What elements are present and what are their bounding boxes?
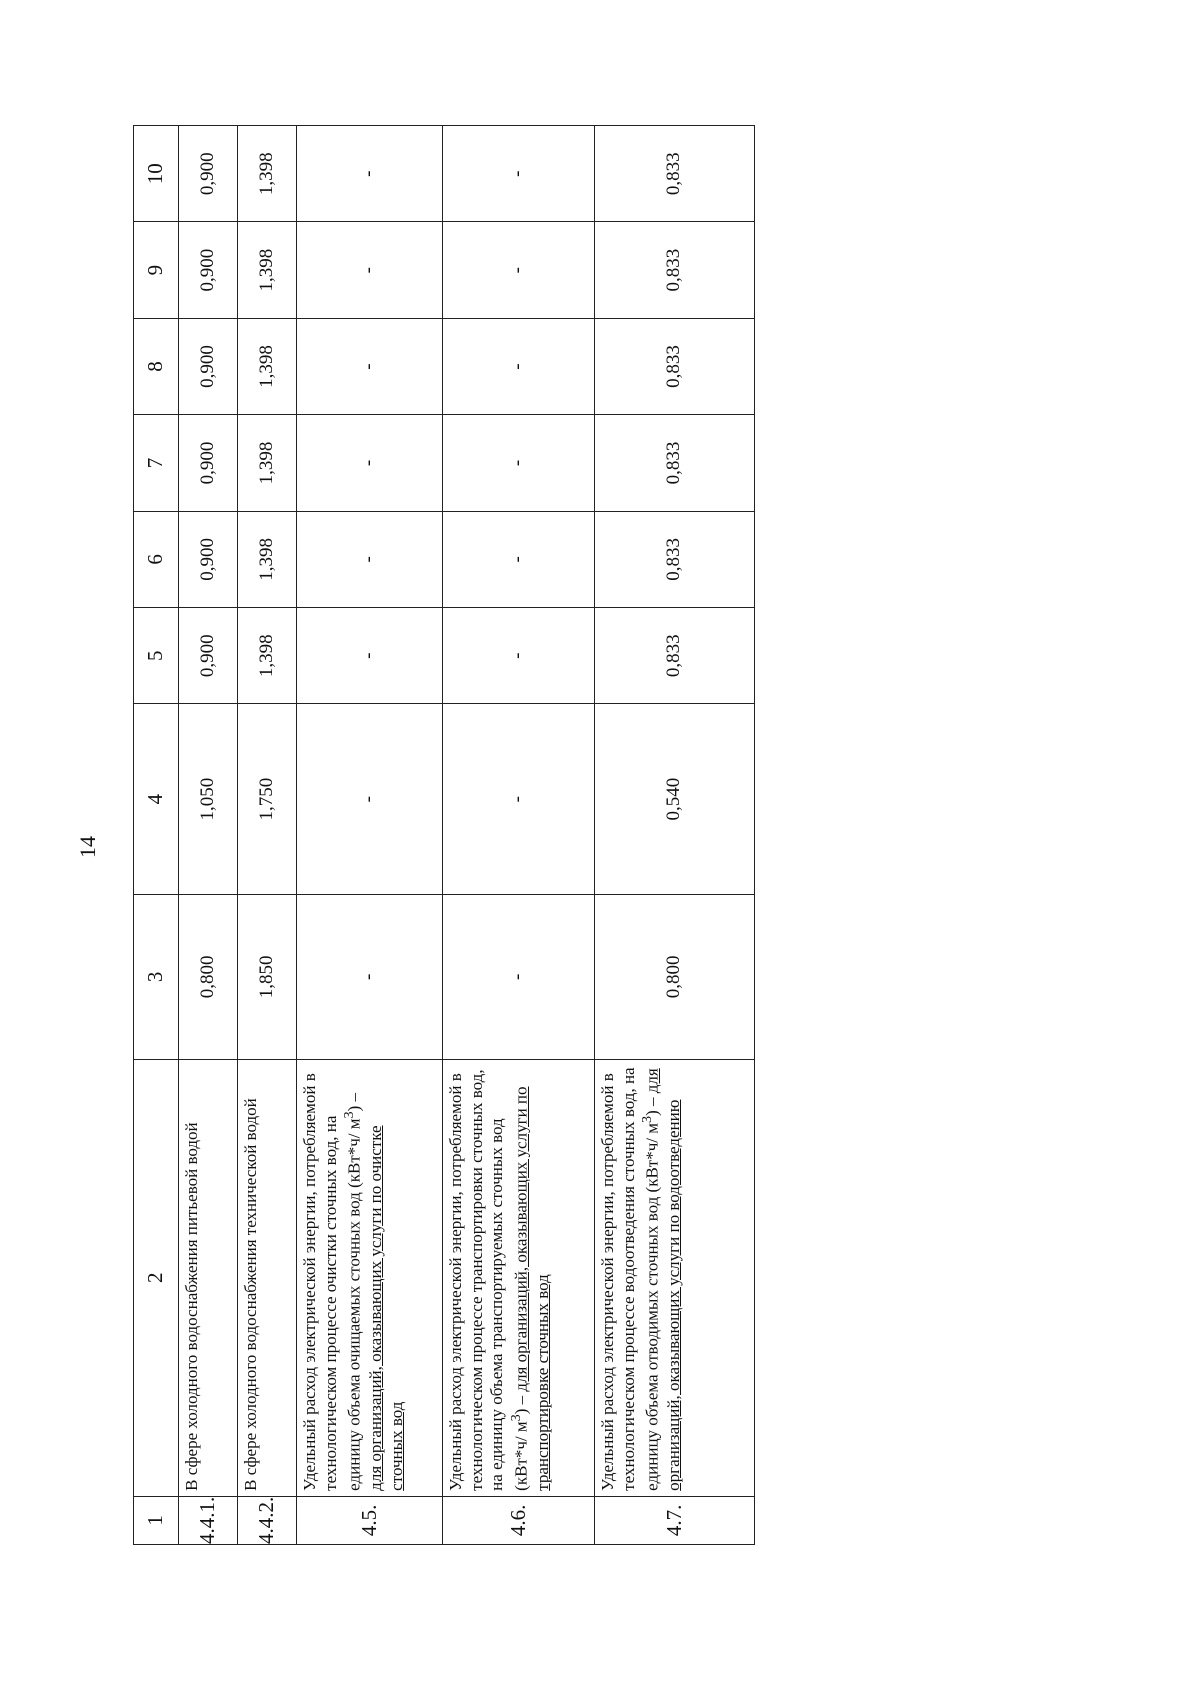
value-col-6: - (443, 511, 595, 607)
value-col-6: 0,900 (179, 511, 238, 607)
value-col-4: 1,750 (238, 704, 297, 895)
row-description: В сфере холодного водоснабжения питьевой водой (179, 1059, 238, 1496)
row-description (443, 1059, 595, 1496)
description-text: Удельный расход электрической энергии, потребляемой в технологическом процессе водоотведения сточных вод, на единицу объема отводимых сточных вод (кВт*ч/ м (598, 1067, 663, 1491)
row-description (595, 1059, 755, 1496)
value-col-8: - (443, 318, 595, 414)
value-col-4: - (297, 704, 443, 895)
row-number: 4.7. (595, 1496, 755, 1544)
description-underlined: для организаций, оказывающих услуги по транспортировке сточных вод (511, 1086, 552, 1491)
value-col-6: 1,398 (238, 511, 297, 607)
description-underlined: для организаций, оказывающих услуги по очистке сточных вод (365, 1125, 406, 1491)
value-col-6: 0,833 (595, 511, 755, 607)
value-col-10: 1,398 (238, 126, 297, 222)
header-cell-1: 1 (134, 1496, 179, 1544)
superscript: 3 (639, 1115, 656, 1123)
table-rotation-wrapper (133, 125, 753, 1545)
header-cell-4: 4 (134, 704, 179, 895)
value-col-6: - (297, 511, 443, 607)
row-number: 4.4.1. (179, 1496, 238, 1544)
table-row (297, 126, 443, 1545)
header-cell-10: 10 (134, 126, 179, 222)
header-cell-5: 5 (134, 608, 179, 704)
superscript: 3 (508, 1414, 525, 1422)
value-col-10: - (443, 126, 595, 222)
description-dash: ) – (511, 1391, 531, 1415)
value-col-7: - (297, 415, 443, 511)
description-dash: ) – (643, 1093, 663, 1116)
value-col-5: 1,398 (238, 608, 297, 704)
value-col-8: 1,398 (238, 318, 297, 414)
value-col-4: 1,050 (179, 704, 238, 895)
value-col-4: - (443, 704, 595, 895)
header-cell-6: 6 (134, 511, 179, 607)
value-col-7: 0,900 (179, 415, 238, 511)
table-row (443, 126, 595, 1545)
value-col-9: - (297, 222, 443, 318)
table-row (238, 126, 297, 1545)
value-col-4: 0,540 (595, 704, 755, 895)
table-header-row (134, 126, 179, 1545)
value-col-3: 0,800 (595, 894, 755, 1059)
value-col-10: - (297, 126, 443, 222)
value-col-9: 1,398 (238, 222, 297, 318)
description-underlined: для организаций, оказывающих услуги по водоотведению (643, 1068, 683, 1491)
table-row (595, 126, 755, 1545)
row-description (297, 1059, 443, 1496)
value-col-7: 1,398 (238, 415, 297, 511)
value-col-9: 0,833 (595, 222, 755, 318)
value-col-7: - (443, 415, 595, 511)
value-col-9: - (443, 222, 595, 318)
description-text: Удельный расход электрической энергии, потребляемой в технологическом процессе транспортировки сточных вод, на единицу объема транспортируемых сточных вод (кВт*ч/ м (446, 1069, 531, 1491)
value-col-8: - (297, 318, 443, 414)
value-col-9: 0,900 (179, 222, 238, 318)
value-col-3: 0,800 (179, 894, 238, 1059)
value-col-5: 0,900 (179, 608, 238, 704)
value-col-3: 1,850 (238, 894, 297, 1059)
header-cell-2: 2 (134, 1059, 179, 1496)
row-description: В сфере холодного водоснабжения технической водой (238, 1059, 297, 1496)
description-dash: ) – (345, 1092, 365, 1112)
row-number: 4.5. (297, 1496, 443, 1544)
value-col-3: - (297, 894, 443, 1059)
header-cell-9: 9 (134, 222, 179, 318)
table-row (179, 126, 238, 1545)
value-col-7: 0,833 (595, 415, 755, 511)
value-col-3: - (443, 894, 595, 1059)
value-col-10: 0,833 (595, 126, 755, 222)
row-number: 4.4.2. (238, 1496, 297, 1544)
value-col-5: 0,833 (595, 608, 755, 704)
value-col-8: 0,833 (595, 318, 755, 414)
indicators-table (133, 125, 755, 1545)
header-cell-7: 7 (134, 415, 179, 511)
superscript: 3 (341, 1111, 358, 1119)
row-number: 4.6. (443, 1496, 595, 1544)
page-number: 14 (75, 836, 100, 858)
header-cell-3: 3 (134, 894, 179, 1059)
header-cell-8: 8 (134, 318, 179, 414)
description-text: Удельный расход электрической энергии, потребляемой в технологическом процессе очистки сточных вод, на единицу объема очищаемых сточных вод (кВт*ч/ м (300, 1073, 365, 1491)
value-col-5: - (297, 608, 443, 704)
value-col-5: - (443, 608, 595, 704)
value-col-10: 0,900 (179, 126, 238, 222)
value-col-8: 0,900 (179, 318, 238, 414)
